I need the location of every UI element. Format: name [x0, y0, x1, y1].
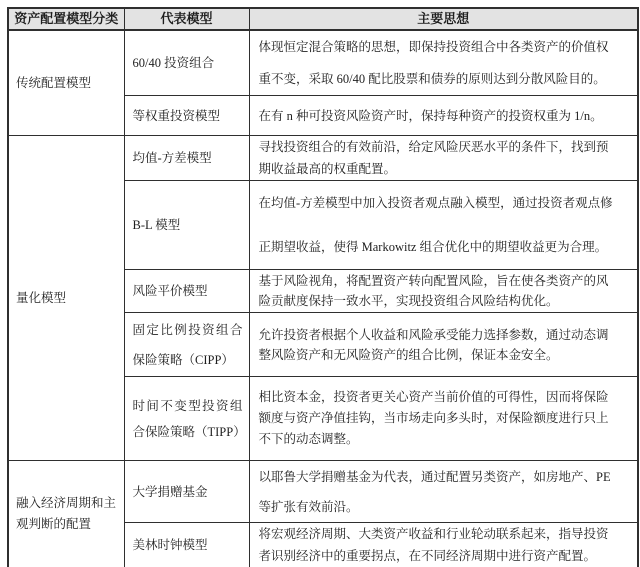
model-cell: B-L 模型: [124, 181, 249, 270]
idea-cell: 基于风险视角，将配置资产转向配置风险，旨在使各类资产的风险贡献度保持一致水平，实现投资组合风险结构优化。: [249, 270, 638, 313]
asset-allocation-table: [7, 7, 639, 567]
idea-cell: 寻找投资组合的有效前沿，给定风险厌恶水平的条件下，找到预期收益最高的权重配置。: [249, 136, 638, 181]
table-row: [8, 30, 638, 96]
table-row: [8, 136, 638, 181]
idea-cell: 相比资本金，投资者更关心资产当前价值的可得性，因而将保险额度与资产净值挂钩，当市场走向多头时，对保险额度进行只上不下的动态调整。: [249, 377, 638, 461]
model-cell: 60/40 投资组合: [124, 30, 249, 96]
header-cell-model: 代表模型: [124, 8, 249, 30]
idea-cell: 以耶鲁大学捐赠基金为代表，通过配置另类资产，如房地产、PE 等扩张有效前沿。: [249, 461, 638, 523]
model-cell: 美林时钟模型: [124, 523, 249, 567]
model-cell: 大学捐赠基金: [124, 461, 249, 523]
model-cell: 时间不变型投资组合保险策略（TIPP）: [124, 377, 249, 461]
category-cell-traditional: 传统配置模型: [8, 30, 124, 136]
header-cell-idea: 主要思想: [249, 8, 638, 30]
table-row: [8, 461, 638, 523]
idea-cell: 在有 n 种可投资风险资产时，保持每种资产的投资权重为 1/n。: [249, 96, 638, 136]
idea-cell: 允许投资者根据个人收益和风险承受能力选择参数，通过动态调整风险资产和无风险资产的组合比例，保证本金安全。: [249, 313, 638, 377]
category-cell-cycle: 融入经济周期和主观判断的配置: [8, 461, 124, 567]
category-cell-quant: 量化模型: [8, 136, 124, 461]
table-header-row: [8, 8, 638, 30]
idea-cell: 体现恒定混合策略的思想，即保持投资组合中各类资产的价值权重不变，采取 60/40 配比股票和债券的原则达到分散风险目的。: [249, 30, 638, 96]
model-cell: 均值-方差模型: [124, 136, 249, 181]
model-cell: 风险平价模型: [124, 270, 249, 313]
model-cell: 固定比例投资组合保险策略（CIPP）: [124, 313, 249, 377]
idea-cell: 将宏观经济周期、大类资产收益和行业轮动联系起来，指导投资者识别经济中的重要拐点，在不同经济周期中进行资产配置。: [249, 523, 638, 567]
header-cell-category: 资产配置模型分类: [8, 8, 124, 30]
idea-cell: 在均值-方差模型中加入投资者观点融入模型，通过投资者观点修正期望收益，使得 Markowitz 组合优化中的期望收益更为合理。: [249, 181, 638, 270]
model-cell: 等权重投资模型: [124, 96, 249, 136]
